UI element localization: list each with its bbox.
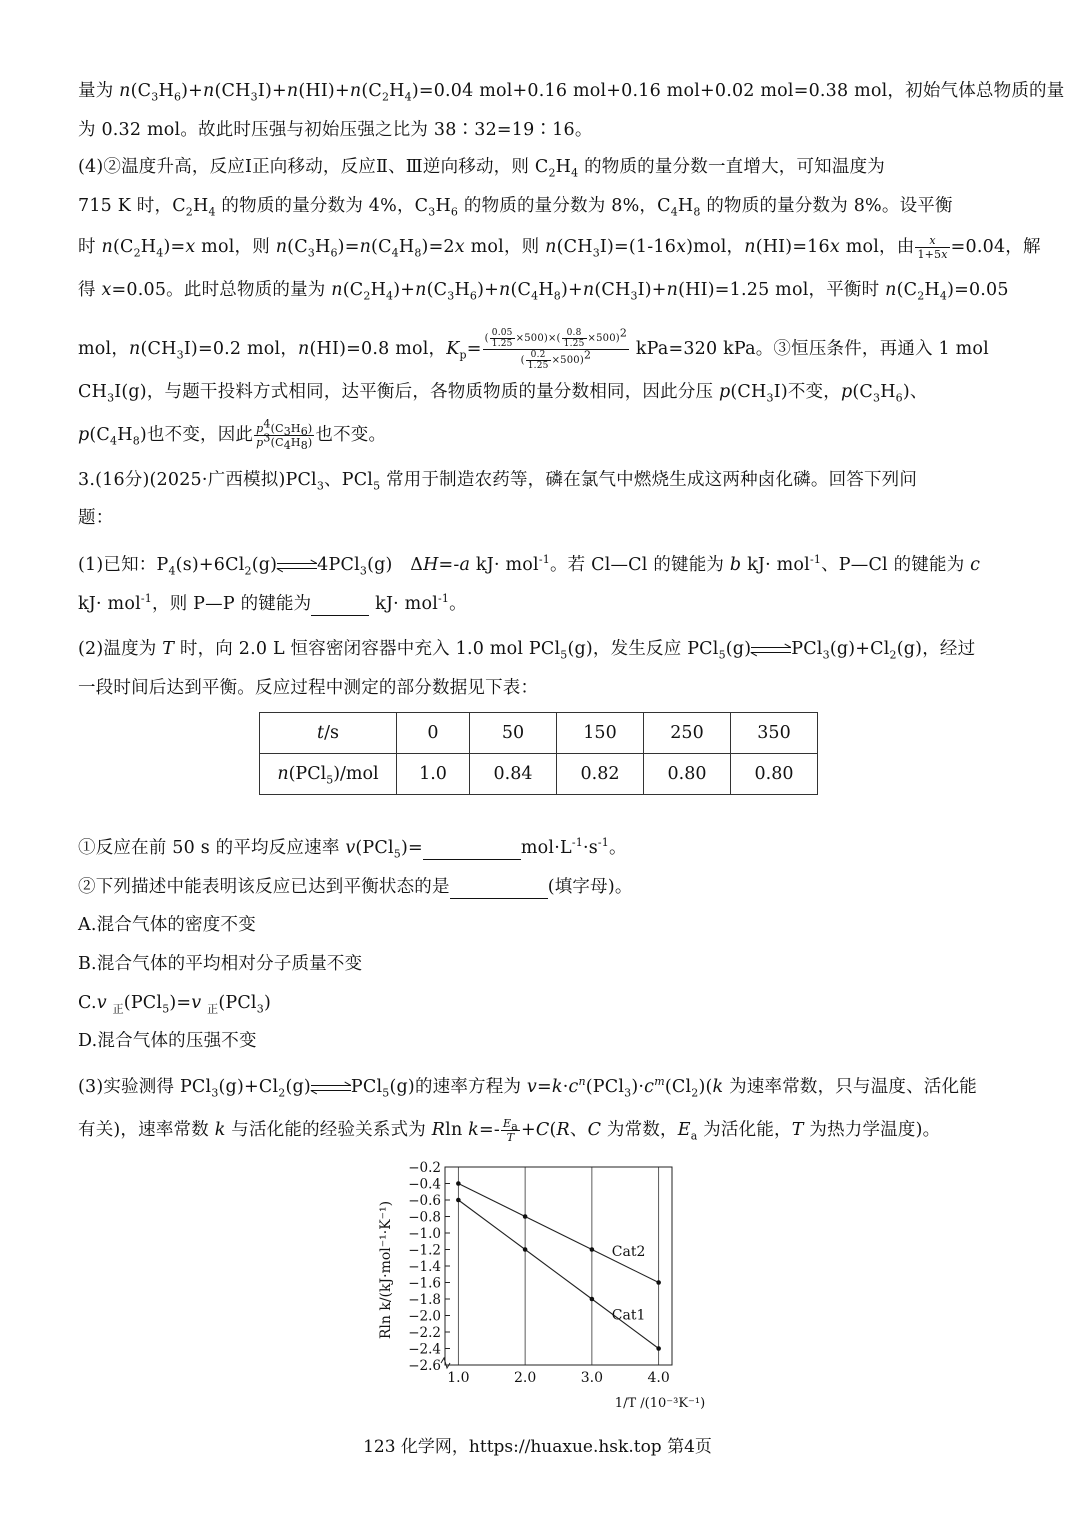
- solution-line-1: 量为 $n(C_3H_6)+n(CH_3I)+n(HI)+n(C_2H_4)=0.04$ mol+0.16 mol+0.16 mol+0.02 mol=0.38 mol，初始气体总物质的量: [78, 81, 1065, 104]
- equilibrium-arrow-icon: [277, 559, 317, 573]
- y-tick-label: −1.4: [408, 1259, 441, 1275]
- plot-frame: [445, 1167, 672, 1365]
- table-cell: 350: [731, 713, 818, 754]
- subquestion-1: (1)已知：$P_4(s)+6Cl_2(g)$ 4PCl$_3$(g) ΔH=-a kJ· mol$^{-1}$。若 Cl—Cl 的键能为 b kJ· mol$^{-1}$、P—Cl 的键能为 c: [78, 553, 981, 578]
- table-cell: 250: [644, 713, 731, 754]
- x-tick-label: 2.0: [513, 1370, 537, 1386]
- chart-axes: [408, 1160, 672, 1386]
- subquestion-2-part-2: ②下列描述中能表明该反应已达到平衡状态的是 (填字母)。: [78, 877, 633, 897]
- table-row: [260, 754, 818, 795]
- option-a: A.混合气体的密度不变: [78, 915, 256, 935]
- y-axis-label: Rln k/(kJ·mol⁻¹·K⁻¹): [378, 1200, 394, 1340]
- option-b: B.混合气体的平均相对分子质量不变: [78, 954, 363, 974]
- solution-line-2: 为 0.32 mol。故此时压强与初始压强之比为 38∶32=19∶16。: [78, 120, 593, 140]
- data-point-cat2: [523, 1214, 528, 1219]
- table-header-t: t/s: [260, 713, 397, 754]
- solution-line-6: 得 x=0.05。此时总物质的量为 $n(C_2H_4)+n(C_3H_6)+n(C_4H_8)+n(CH_3I)+n(HI)=1.25$ mol，平衡时 $n(C_2H_4)=0.05$: [78, 280, 1009, 303]
- table-header-n: n(PCl$_5$)/mol: [260, 754, 397, 795]
- y-tick-label: −1.8: [408, 1292, 441, 1308]
- question-3-stem: 3.(16分)(2025·广西模拟)PCl$_3$、PCl$_5$ 常用于制造农药等，磷在氯气中燃烧生成这两种卤化磷。回答下列问: [78, 470, 918, 493]
- subquestion-3-cont: 有关)，速率常数 k 与活化能的经验关系式为 Rln k=- $\frac{E_a}{T}$ +C(R、C 为常数，$E_a$ 为活化能，T 为热力学温度)。: [78, 1117, 941, 1144]
- solution-line-4: 715 K 时，$C_2H_4$ 的物质的量分数为 4%，$C_3H_6$ 的物质的量分数为 8%，$C_4H_8$ 的物质的量分数为 8%。设平衡: [78, 196, 953, 219]
- solution-line-3: (4)②温度升高，反应Ⅰ正向移动，反应Ⅱ、Ⅲ逆向移动，则 $C_2H_4$ 的物质的量分数一直增大，可知温度为: [78, 157, 885, 180]
- solution-line-8: $CH_3I(g)$，与题干投料方式相同，达平衡后，各物质物质的量分数相同，因此分压 $p(CH_3I)$不变，$p(C_3H_6)$、: [78, 382, 928, 405]
- series-line-cat2: [458, 1184, 658, 1283]
- table-row: [260, 713, 818, 754]
- data-point-cat1: [656, 1346, 661, 1351]
- series-label-cat1: Cat1: [611, 1307, 646, 1324]
- table-cell: 0: [397, 713, 470, 754]
- series-line-cat1: [458, 1200, 658, 1349]
- table-cell: 150: [557, 713, 644, 754]
- y-tick-label: −2.4: [408, 1341, 441, 1358]
- y-tick-label: −2.6: [408, 1358, 441, 1374]
- table-cell: 0.80: [731, 754, 818, 795]
- subquestion-1-cont: kJ· mol$^{-1}$，则 P—P 的键能为 kJ· mol$^{-1}$。: [78, 592, 467, 614]
- y-tick-label: −1.6: [408, 1275, 441, 1292]
- series-label-cat2: Cat2: [611, 1244, 646, 1261]
- table-cell: 0.84: [470, 754, 557, 795]
- table-cell: 1.0: [397, 754, 470, 795]
- x-tick-label: 4.0: [647, 1370, 670, 1386]
- y-tick-label: −0.4: [408, 1176, 441, 1193]
- y-tick-label: −1.0: [408, 1226, 441, 1242]
- data-table: [259, 712, 818, 795]
- table-cell: 0.80: [644, 754, 731, 795]
- y-tick-label: −0.6: [408, 1193, 441, 1209]
- y-tick-label: −1.2: [408, 1242, 441, 1259]
- chart-grid: [458, 1167, 658, 1365]
- data-point-cat1: [523, 1247, 528, 1252]
- data-point-cat2: [656, 1280, 661, 1285]
- table-cell: 0.82: [557, 754, 644, 795]
- data-point-cat2: [590, 1247, 595, 1252]
- subquestion-2: (2)温度为 T 时，向 2.0 L 恒容密闭容器中充入 1.0 mol PCl$_5$(g)，发生反应 PCl$_5$(g) $PCl_3(g)+Cl_2(g)$，经过: [78, 639, 976, 662]
- data-point-cat1: [590, 1297, 595, 1302]
- x-tick-label: 1.0: [447, 1370, 470, 1386]
- solution-line-9: $p(C_4H_8)$也不变，因此 $\frac{p^4(C_3H_6)}{p^3(C_4H_8)}$ 也不变。: [78, 417, 387, 453]
- question-3-stem-cont: 题：: [78, 508, 114, 528]
- x-axis-label: 1/T /(10⁻³K⁻¹): [614, 1396, 706, 1411]
- equilibrium-arrow-icon: [311, 1081, 351, 1095]
- subquestion-2-part-1: ①反应在前 50 s 的平均反应速率 $v(PCl_5)= mol\cdot L^{-1}\cdot s^{-1}$。: [78, 836, 627, 861]
- subquestion-2-cont: 一段时间后达到平衡。反应过程中测定的部分数据见下表：: [78, 678, 539, 698]
- chart-series: [456, 1181, 661, 1351]
- solution-line-5: 时 $n(C_2H_4)=x$ mol，则 $n(C_3H_6)=n(C_4H_8)=2x$ mol，则 $n(CH_3I)=(1-16x)mol$，n(HI)=16x mol，由 $\frac{x}{1+5x}$ =0.04，解: [78, 234, 1041, 261]
- y-tick-label: −2.0: [408, 1308, 441, 1325]
- data-point-cat2: [456, 1181, 461, 1186]
- option-d: D.混合气体的压强不变: [78, 1031, 257, 1051]
- solution-line-7: mol，$n(CH_3I)=0.2$ mol，n(HI)=0.8 mol，$K_p=$ ( $\frac{0.05}{1.25}$ ×500)×( $\frac{0.8}{1.25}$ ×500)$^2$ ( $\frac{0.2}{1.25}$ ×500)$^2$ kPa=320 kPa。③恒压条件，再通入 1 mol: [78, 326, 989, 371]
- equilibrium-arrow-icon: [751, 643, 791, 657]
- table-cell: 50: [470, 713, 557, 754]
- y-tick-label: −0.8: [408, 1209, 441, 1226]
- y-tick-label: −0.2: [408, 1160, 441, 1176]
- rlnk-vs-inverse-t-chart: [360, 1155, 710, 1420]
- x-tick-label: 3.0: [580, 1370, 604, 1386]
- y-tick-label: −2.2: [408, 1325, 441, 1341]
- subquestion-3: (3)实验测得 $PCl_3(g)+Cl_2(g)$ PCl$_5$(g)的速率方程为 $v=k\cdot c^n(PCl_3)\cdot c^m(Cl_2)(k$ 为速率常数，只与温度、活化能: [78, 1075, 977, 1100]
- data-point-cat1: [456, 1198, 461, 1203]
- page-footer: 123 化学网，https://huaxue.hsk.top 第4页: [363, 1437, 712, 1457]
- option-c: C.v $_正$(PCl$_5$)=v $_正$(PCl$_3$): [78, 993, 271, 1016]
